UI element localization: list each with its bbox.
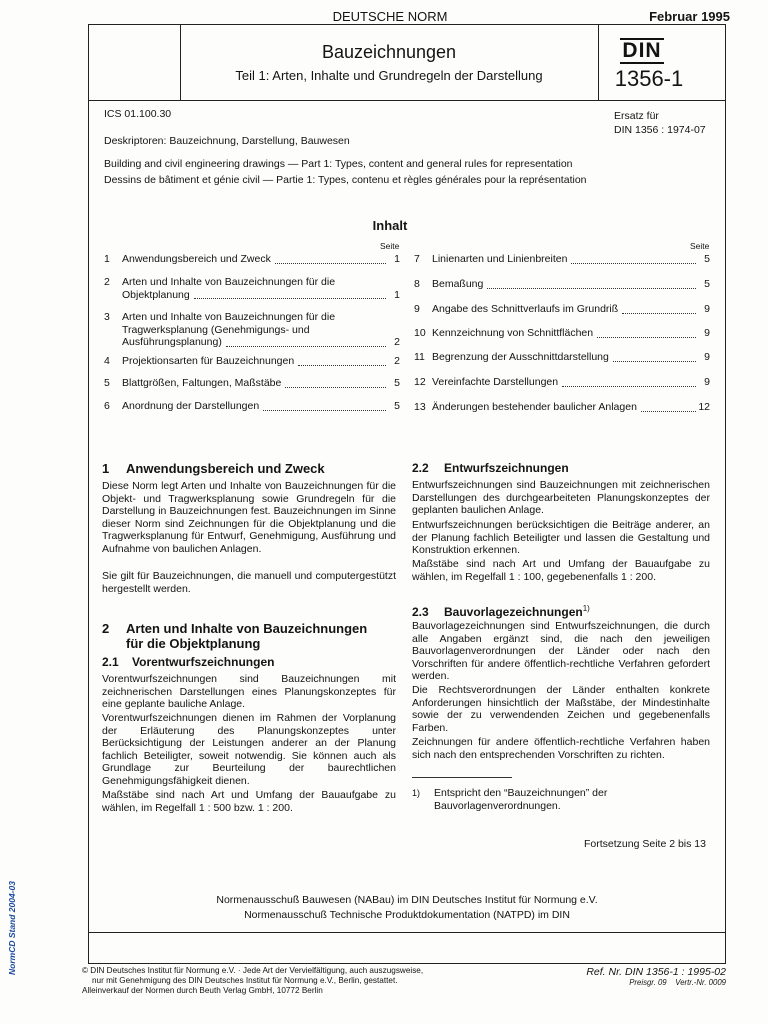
document-subtitle: Teil 1: Arten, Inhalte und Grundregeln der Darstellung bbox=[235, 68, 543, 83]
toc-entry-number: 12 bbox=[414, 376, 426, 388]
norm-type: DEUTSCHE NORM bbox=[332, 9, 448, 24]
toc-entry-page: 9 bbox=[704, 351, 710, 363]
copyright-line-2: nur mit Genehmigung des DIN Deutsches Institut für Normung e.V., Berlin, gestattet. bbox=[92, 976, 398, 985]
toc-entry bbox=[104, 355, 400, 368]
section-2-2-heading bbox=[412, 461, 569, 475]
section-2-3-paragraph-1: Bauvorlagezeichnungen sind Entwurfszeichnungen, die durch alle Angaben ergänzt sind, die nach den jeweiligen Bauvorlagenverordnungen der Länder oder nach den Vorschriften für andere öffentlich-rechtliche Verfahren gefordert werden. bbox=[412, 620, 710, 682]
toc-entry bbox=[414, 351, 710, 364]
section-2-3-paragraph-3: Zeichnungen für andere öffentlich-rechtliche Verfahren haben sich nach den entsprechenden Vorschriften zu richten. bbox=[412, 736, 710, 761]
continuation-note: Fortsetzung Seite 2 bis 13 bbox=[584, 838, 706, 850]
toc-entry-page: 1 bbox=[394, 253, 400, 265]
toc-leader-dots bbox=[562, 386, 696, 387]
copyright-line-1: © DIN Deutsches Institut für Normung e.V. · Jede Art der Vervielfältigung, auch auszugsweise, bbox=[82, 966, 424, 975]
section-2-2-paragraph-2: Entwurfszeichnungen berücksichtigen die Beiträge anderer, an der Planung fachlich Beteiligter und lassen die Gestaltung und Konstruktion erkennen. bbox=[412, 519, 710, 556]
footer-copyright bbox=[82, 966, 423, 996]
din-logo: DIN bbox=[620, 38, 664, 64]
side-stamp-text: NormCD Stand 2004-03 bbox=[7, 880, 17, 975]
section-2-1-heading bbox=[102, 655, 274, 669]
footnote-mark: 1) bbox=[412, 788, 421, 798]
section-1-title: Anwendungsbereich und Zweck bbox=[126, 461, 325, 476]
toc-entry bbox=[414, 303, 710, 316]
toc-entry bbox=[414, 253, 710, 266]
section-2-1-paragraph-1: Vorentwurfszeichnungen sind Bauzeichnungen mit zeichnerischen Darstellungen eines Planungskonzeptes für eine geplante bauliche Anlage. bbox=[102, 673, 396, 710]
side-stamp bbox=[2, 860, 17, 980]
toc-leader-dots bbox=[263, 410, 386, 411]
bottom-divider bbox=[88, 932, 726, 933]
toc-entry-page: 9 bbox=[704, 327, 710, 339]
section-1-paragraph-1: Diese Norm legt Arten und Inhalte von Bauzeichnungen für die Objekt- und Tragwerksplanung sowie Grundregeln für die Darstellung in Bauzeichnungen fest. Bauzeichnungen im Sinne dieser Norm sind Zeichnungen für die Objektplanung und die Tragwerksplanung für Entwurf, Genehmigung, Ausführung und Aufnahme von baulichen Anlagen. bbox=[102, 480, 396, 555]
vertr-nr: Vertr.-Nr. 0009 bbox=[675, 978, 726, 987]
toc-entry-number: 7 bbox=[414, 253, 420, 265]
toc-entry-page: 9 bbox=[704, 303, 710, 315]
section-1-heading bbox=[102, 461, 325, 477]
section-2-1-paragraph-3: Maßstäbe sind nach Art und Umfang der Bauaufgabe zu wählen, im Regelfall 1 : 500 bzw. 1 : 200. bbox=[102, 789, 396, 814]
toc-entry bbox=[104, 400, 400, 413]
toc-entry bbox=[104, 377, 400, 390]
toc-entry-title: Arten und Inhalte von Bauzeichnungen für die Tragwerksplanung (Genehmigungs- und Ausführungsplanung) bbox=[122, 311, 336, 348]
din-number: 1356-1 bbox=[614, 66, 684, 91]
toc-entry-title: Anordnung der Darstellungen bbox=[122, 400, 260, 412]
toc-entry-number: 3 bbox=[104, 311, 110, 323]
committee-line-2: Normenausschuß Technische Produktdokumentation (NATPD) im DIN bbox=[244, 909, 570, 921]
section-2-title-line1: Arten und Inhalte von Bauzeichnungen bbox=[126, 621, 368, 636]
section-1-number: 1 bbox=[102, 461, 110, 476]
toc-leader-dots bbox=[571, 263, 696, 264]
toc-entry-title: Arten und Inhalte von Bauzeichnungen für die Objektplanung bbox=[122, 276, 336, 301]
toc-entry-title: Angabe des Schnittverlaufs im Grundriß bbox=[432, 303, 619, 315]
toc-entry-number: 4 bbox=[104, 355, 110, 367]
toc-entry-page: 2 bbox=[394, 336, 400, 348]
section-2-3-heading bbox=[412, 602, 590, 619]
price-group: Preisgr. 09 bbox=[629, 978, 667, 987]
replaces-value: DIN 1356 : 1974-07 bbox=[614, 124, 706, 136]
section-2-3-footnote-mark: 1) bbox=[582, 604, 590, 613]
footnote bbox=[412, 787, 710, 812]
toc-entry-number: 10 bbox=[414, 327, 426, 339]
toc-entry-number: 1 bbox=[104, 253, 110, 265]
toc-entry bbox=[104, 311, 400, 349]
section-1-paragraph-2: Sie gilt für Bauzeichnungen, die manuell und computergestützt hergestellt werden. bbox=[102, 570, 396, 595]
toc-entry-title: Linienarten und Linienbreiten bbox=[432, 253, 568, 265]
section-2-heading bbox=[102, 621, 367, 637]
toc-entry-number: 6 bbox=[104, 400, 110, 412]
toc-entry-number: 13 bbox=[414, 401, 426, 413]
toc-entry-page: 5 bbox=[394, 377, 400, 389]
toc-entry bbox=[414, 401, 710, 414]
toc-entry bbox=[104, 276, 400, 301]
title-divider bbox=[88, 100, 726, 101]
reference-number: Ref. Nr. DIN 1356-1 : 1995-02 bbox=[586, 966, 726, 978]
section-2-2-number: 2.2 bbox=[412, 461, 429, 475]
ics-code: ICS 01.100.30 bbox=[104, 108, 172, 120]
toc-leader-dots bbox=[641, 411, 696, 412]
toc-leader-dots bbox=[597, 337, 696, 338]
title-english: Building and civil engineering drawings — Part 1: Types, content and general rules for representation bbox=[104, 158, 573, 170]
footnote-text: Entspricht den “Bauzeichnungen” der Bauvorlagenverordnungen. bbox=[434, 787, 608, 812]
sales-note: Alleinverkauf der Normen durch Beuth Verlag GmbH, 10772 Berlin bbox=[82, 986, 323, 995]
toc-title: Inhalt bbox=[372, 218, 408, 233]
toc-entry-page: 5 bbox=[394, 400, 400, 412]
toc-leader-dots bbox=[298, 365, 386, 366]
footnote-rule bbox=[412, 777, 512, 778]
toc-leader-dots bbox=[613, 361, 696, 362]
toc-entry-page: 9 bbox=[704, 376, 710, 388]
toc-entry-title: Vereinfachte Darstellungen bbox=[432, 376, 559, 388]
toc-entry-page: 5 bbox=[704, 253, 710, 265]
section-2-number: 2 bbox=[102, 621, 110, 636]
section-2-1-title: Vorentwurfszeichnungen bbox=[132, 655, 275, 669]
section-2-title-line2: für die Objektplanung bbox=[126, 636, 261, 651]
toc-entry-page: 2 bbox=[394, 355, 400, 367]
toc-leader-dots bbox=[226, 346, 386, 347]
toc-entry-number: 8 bbox=[414, 278, 420, 290]
toc-entry-number: 9 bbox=[414, 303, 420, 315]
toc-page-header-left: Seite bbox=[380, 241, 400, 251]
title-right-divider bbox=[598, 24, 599, 101]
toc-page-header-right: Seite bbox=[690, 241, 710, 251]
toc-entry bbox=[414, 327, 710, 340]
toc-entry-page: 5 bbox=[704, 278, 710, 290]
toc-entry-title: Begrenzung der Ausschnittdarstellung bbox=[432, 351, 609, 363]
section-2-1-number: 2.1 bbox=[102, 655, 119, 669]
toc-entry-title: Änderungen bestehender baulicher Anlagen bbox=[432, 401, 637, 413]
title-french: Dessins de bâtiment et génie civil — Partie 1: Types, contenu et règles générales pour la représentation bbox=[104, 174, 587, 186]
section-2-3-title: Bauvorlagezeichnungen bbox=[444, 605, 583, 619]
section-2-3-paragraph-2: Die Rechtsverordnungen der Länder enthalten konkrete Anforderungen hinsichtlich der Maßstäbe, der Mindestinhalte sowie der zu verwendenden Zeichen und gegebenenfalls Farben. bbox=[412, 684, 710, 734]
toc-entry-title: Bemaßung bbox=[432, 278, 484, 290]
committee-line-1: Normenausschuß Bauwesen (NABau) im DIN Deutsches Institut für Normung e.V. bbox=[216, 894, 598, 906]
replaces-label: Ersatz für bbox=[614, 110, 659, 122]
descriptors: Deskriptoren: Bauzeichnung, Darstellung, Bauwesen bbox=[104, 135, 350, 147]
toc-leader-dots bbox=[622, 313, 696, 314]
toc-entry-page: 12 bbox=[698, 401, 710, 413]
toc-entry-title: Projektionsarten für Bauzeichnungen bbox=[122, 355, 295, 367]
toc-entry bbox=[414, 278, 710, 291]
section-2-1-paragraph-2: Vorentwurfszeichnungen dienen im Rahmen der Vorplanung der Erläuterung des Planungskonzeptes unter Berücksichtigung der Leistungen anderer an der Planung fachlich Beteiligter, soweit notwendig. Sie können auch als Grundlage zur Beurteilung der baurechtlichen Genehmigungsfähigkeit dienen. bbox=[102, 712, 396, 787]
toc-entry-title: Blattgrößen, Faltungen, Maßstäbe bbox=[122, 377, 282, 389]
toc-entry-title: Kennzeichnung von Schnittflächen bbox=[432, 327, 594, 339]
document-title: Bauzeichnungen bbox=[321, 42, 457, 62]
publication-date: Februar 1995 bbox=[649, 9, 730, 24]
toc-leader-dots bbox=[194, 298, 386, 299]
section-2-2-title: Entwurfszeichnungen bbox=[444, 461, 569, 475]
toc-entry bbox=[104, 253, 400, 266]
toc-entry-title: Anwendungsbereich und Zweck bbox=[122, 253, 271, 265]
toc-entry-number: 5 bbox=[104, 377, 110, 389]
footer-reference bbox=[586, 966, 726, 987]
toc-leader-dots bbox=[285, 387, 386, 388]
toc-leader-dots bbox=[275, 263, 386, 264]
toc-entry-page: 1 bbox=[394, 288, 400, 301]
toc-leader-dots bbox=[487, 288, 696, 289]
section-2-2-paragraph-3: Maßstäbe sind nach Art und Umfang der Bauaufgabe zu wählen, im Regelfall 1 : 100, gegebenenfalls 1 : 200. bbox=[412, 558, 710, 583]
section-2-3-number: 2.3 bbox=[412, 605, 429, 619]
toc-entry-number: 11 bbox=[414, 351, 425, 363]
section-2-2-paragraph-1: Entwurfszeichnungen sind Bauzeichnungen mit zeichnerischen Darstellungen des durchgearbeiteten Planungskonzeptes der geplanten baulichen Anlage. bbox=[412, 479, 710, 516]
toc-entry bbox=[414, 376, 710, 389]
toc-entry-number: 2 bbox=[104, 276, 110, 288]
